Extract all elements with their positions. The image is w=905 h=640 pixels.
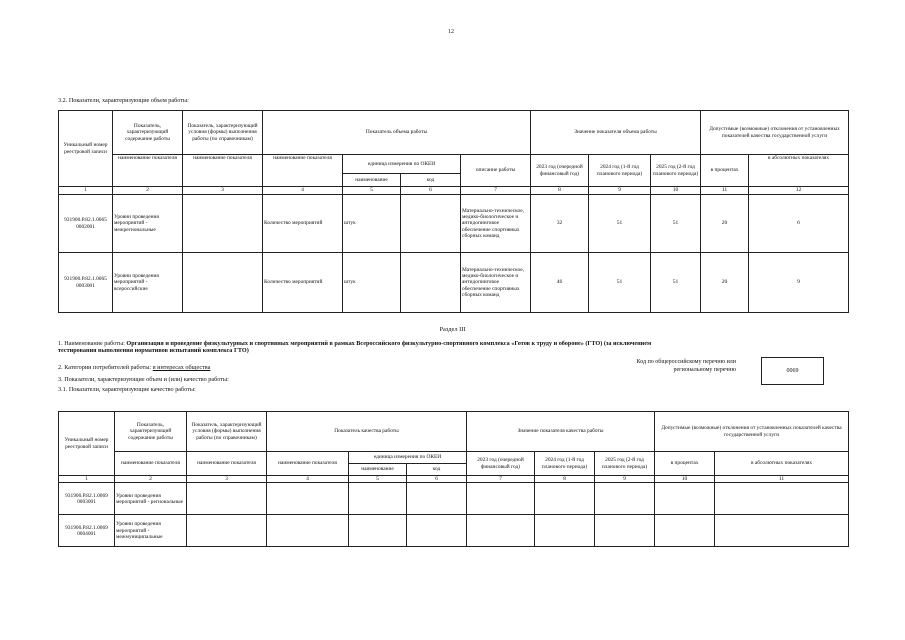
row-indicator: Количество мероприятий	[263, 253, 343, 313]
quality-label: 3.1. Показатели, характеризующие качество работы:	[58, 386, 196, 393]
h-value: Значение показателя качества работы	[467, 412, 655, 452]
h-2023: 2023 год (очередной финансовый год)	[467, 452, 535, 476]
work-name-label: 1. Наименование работы:	[58, 340, 127, 347]
h-cond: Показатель, характеризующий условия (формы) выполнения работы (по справочникам)	[187, 412, 267, 452]
col-num: 2	[115, 476, 187, 483]
row-content: Уровни проведения мероприятий - всероссийские	[113, 253, 183, 313]
quality-table	[58, 411, 849, 547]
code-label: Код по общероссийскому перечню или региональному перечню	[636, 359, 736, 373]
col-num: 5	[343, 187, 401, 195]
row-unit: штук	[343, 195, 401, 253]
h-2023: 2023 год (очередной финансовый год)	[531, 155, 589, 187]
section-title: Раздел III	[439, 326, 466, 333]
h-name-ind: наименование показателя	[263, 155, 343, 187]
h-2024: 2024 год (1-й год планового периода)	[589, 155, 651, 187]
h-2025: 2025 год (2-й год планового периода)	[595, 452, 655, 476]
col-num: 2	[113, 187, 183, 195]
col-num: 7	[461, 187, 531, 195]
consumer-category	[58, 364, 210, 371]
row-ucode	[401, 195, 461, 253]
col-num: 8	[531, 187, 589, 195]
table-row	[59, 483, 849, 515]
h-value: Значение показателя объема работы	[531, 111, 701, 155]
col-num: 5	[349, 476, 407, 483]
col-num: 10	[655, 476, 715, 483]
h-content: Показатель, характеризующий содержание работы	[113, 111, 183, 155]
h-pct: в процентах	[701, 155, 749, 187]
row-2025: 51	[651, 253, 701, 313]
consumer-category-value: в интересах общества	[152, 364, 211, 371]
h-abs: в абсолютных показателях	[749, 155, 849, 187]
page-number: 12	[448, 29, 454, 35]
row-indicator: Количество мероприятий	[263, 195, 343, 253]
row-cond	[183, 253, 263, 313]
h-dev: Допустимые (возможные) отклонения от установленных показателей качества государственной услуги	[701, 111, 849, 155]
row-content: Уровни проведения мероприятий - межмуниципальные	[115, 515, 187, 547]
table-row	[59, 515, 849, 547]
row-2024: 51	[589, 253, 651, 313]
row-content: Уровни проведения мероприятий - региональные	[115, 483, 187, 515]
row-code: 931900.Р.82.1.0065 0003001	[59, 253, 113, 313]
consumer-category-label: 2. Категории потребителей работы:	[58, 364, 153, 371]
work-name	[58, 340, 668, 355]
h-uname: наименование	[343, 174, 401, 187]
row-ucode	[401, 253, 461, 313]
row-abs: 9	[749, 253, 849, 313]
row-2024: 51	[589, 195, 651, 253]
row-desc: Материально-техническое, медико-биологическое и антидопинговое обеспечение спортивных сборных команд	[461, 195, 531, 253]
h-name-ind: наименование показателя	[267, 452, 349, 476]
h-name-ind: наименование показателя	[115, 452, 187, 476]
h-2024: 2024 год (1-й год планового периода)	[535, 452, 595, 476]
h-ucode: код	[407, 464, 467, 476]
col-num: 9	[589, 187, 651, 195]
col-num: 3	[187, 476, 267, 483]
row-2023: 46	[531, 253, 589, 313]
h-name-ind: наименование показателя	[183, 155, 263, 187]
volume-table	[58, 110, 849, 313]
col-num: 10	[651, 187, 701, 195]
col-num: 12	[749, 187, 849, 195]
h-unique: Уникальный номер реестровой записи	[59, 111, 113, 187]
section-3-2-title: 3.2. Показатели, характеризующие объем работы:	[58, 97, 189, 104]
h-name-ind: наименование показателя	[113, 155, 183, 187]
row-content: Уровни проведения мероприятий - межрегиональные	[113, 195, 183, 253]
table-row	[59, 253, 849, 313]
col-num: 4	[267, 476, 349, 483]
h-content: Показатель, характеризующий содержание работы	[115, 412, 187, 452]
col-num: 1	[59, 476, 115, 483]
row-2025: 51	[651, 195, 701, 253]
table-row	[59, 195, 849, 253]
row-pct: 20	[701, 195, 749, 253]
row-code: 931900.Р.82.1.0069 0004001	[59, 515, 115, 547]
row-2023: 32	[531, 195, 589, 253]
row-pct: 20	[701, 253, 749, 313]
row-cond	[183, 195, 263, 253]
h-cond: Показатель, характеризующий условия (формы) выполнения работы (по справочникам)	[183, 111, 263, 155]
code-box: 0069	[761, 357, 824, 385]
row-code: 931900.Р.82.1.0065 0002001	[59, 195, 113, 253]
h-unit: единица измерения по ОКЕИ	[349, 452, 467, 464]
col-num: 1	[59, 187, 113, 195]
work-name-value: Организация и проведение физкультурных и спортивных мероприятий в рамках Всероссийского физкультурно-спортивного комплекса «Готов к труду и обороне» (ГТО) (за исключением тестирования выполнения нормативов испытаний комплекса ГТО)	[58, 340, 652, 355]
h-volume: Показатель объема работы	[263, 111, 531, 155]
row-abs: 6	[749, 195, 849, 253]
row-desc: Материально-техническое, медико-биологическое и антидопинговое обеспечение спортивных сборных команд	[461, 253, 531, 313]
h-ucode: код	[401, 174, 461, 187]
h-desc: описание работы	[461, 155, 531, 187]
h-uname: наименование	[349, 464, 407, 476]
col-num: 3	[183, 187, 263, 195]
h-name-ind: наименование показателя	[187, 452, 267, 476]
h-unique: Уникальный номер реестровой записи	[59, 412, 115, 476]
row-code: 931900.Р.82.1.0069 0003001	[59, 483, 115, 515]
col-num: 11	[701, 187, 749, 195]
h-pct: в процентах	[655, 452, 715, 476]
col-num: 6	[401, 187, 461, 195]
col-num: 11	[715, 476, 849, 483]
col-num: 6	[407, 476, 467, 483]
h-unit: единица измерения по ОКЕИ	[343, 155, 461, 174]
row-unit: штук	[343, 253, 401, 313]
h-abs: в абсолютных показателях	[715, 452, 849, 476]
col-num: 7	[467, 476, 535, 483]
col-num: 4	[263, 187, 343, 195]
h-2025: 2025 год (2-й год планового периода)	[651, 155, 701, 187]
col-num: 8	[535, 476, 595, 483]
col-num: 9	[595, 476, 655, 483]
h-quality: Показатель качества работы	[267, 412, 467, 452]
indicators-label: 3. Показатели, характеризующие объем и (или) качество работы:	[58, 376, 229, 383]
h-dev: Допустимые (возможные) отклонения от установленных показателей качества государственной услуги	[655, 412, 849, 452]
